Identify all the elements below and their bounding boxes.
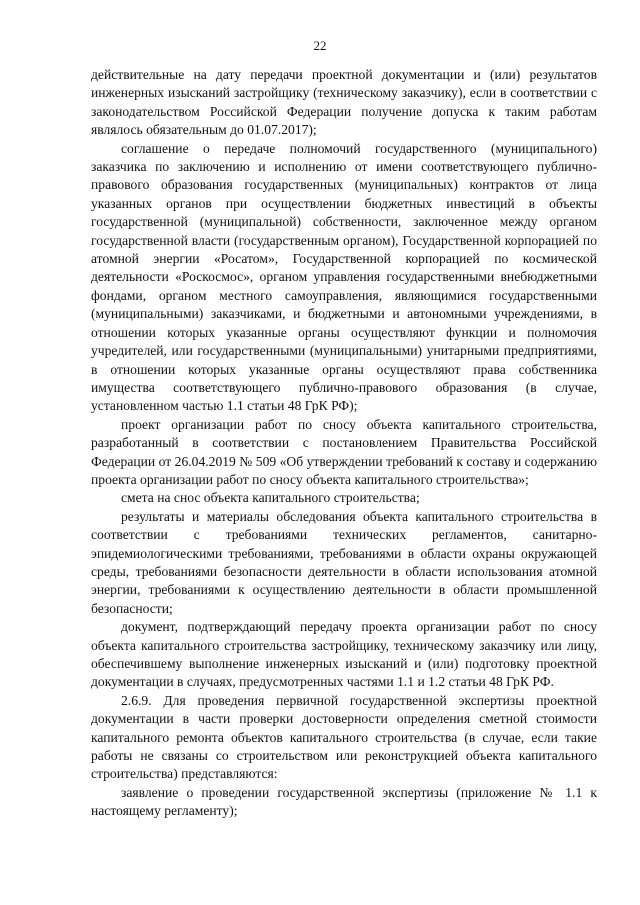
paragraph-section-2-6-9: 2.6.9. Для проведения первичной государственной экспертизы проектной документации в части проверки достоверности определения сметной стоимости капитального ремонта объектов капитального строительства (в случае, если такие работы не связаны со строительством или реконструкцией объекта капитального строительства) представляются: xyxy=(91,692,597,782)
paragraph-application: заявление о проведении государственной экспертизы (приложение № 1.1 к настоящему регламенту); xyxy=(91,784,597,819)
paragraph-demolition-estimate: смета на снос объекта капитального строительства; xyxy=(121,490,420,506)
paragraph-demolition-project: проект организации работ по сносу объекта капитального строительства, разработанный в соответствии с постановлением Правительства Российской Федерации от 26.04.2019 № 509 «Об утверждении требований к составу и содержанию проекта организации работ по сносу объекта капитального строительства»; xyxy=(91,416,597,487)
document-body xyxy=(91,66,597,821)
paragraph-survey-results: результаты и материалы обследования объекта капитального строительства в соответствии с требованиями технических регламентов, санитарно-эпидемиологическими требованиями, требованиями в области охраны окружающей среды, требованиями безопасности деятельности в области использования атомной энергии, требованиями к осуществлению деятельности в области промышленной безопасности; xyxy=(91,508,597,616)
paragraph-transfer-document: документ, подтверждающий передачу проекта организации работ по сносу объекта капитального строительства застройщику, техническому заказчику или лицу, обеспечившему выполнение инженерных изысканий и (или) подготовку проектной документации в случаях, предусмотренных частями 1.1 и 1.2 статьи 48 ГрК РФ. xyxy=(91,619,597,690)
paragraph-continuation: действительные на дату передачи проектной документации и (или) результатов инженерных изысканий застройщику (техническому заказчику), если в соответствии с законодательством Российской Федерации получение допуска к таким работам являлось обязательным до 01.07.2017); xyxy=(91,67,597,138)
page-number: 22 xyxy=(313,38,327,53)
paragraph-agreement-transfer-powers: соглашение о передаче полномочий государственного (муниципального) заказчика по заключению и исполнению от имени соответствующего публично-правового образования государственных (муниципальных) контрактов от лица указанных органов при осуществлении бюджетных инвестиций в объекты государственной (муниципальной) собственности, заключенное между органом государственной власти (государственным органом), Государственной корпорацией по атомной энергии «Росатом», Государственной корпорацией по космической деятельности «Роскосмос», органом управления государственными внебюджетными фондами, органом местного самоуправления, являющимися государственными (муниципальными) заказчиками, и бюджетными и автономными учреждениями, в отношении которых указанные органы осуществляют функции и полномочия учредителей, или государственными (муниципальными) унитарными предприятиями, в отношении которых указанные органы осуществляют права собственника имущества соответствующего публично-правового образования (в случае, установленном частью 1.1 статьи 48 ГрК РФ); xyxy=(91,140,597,414)
